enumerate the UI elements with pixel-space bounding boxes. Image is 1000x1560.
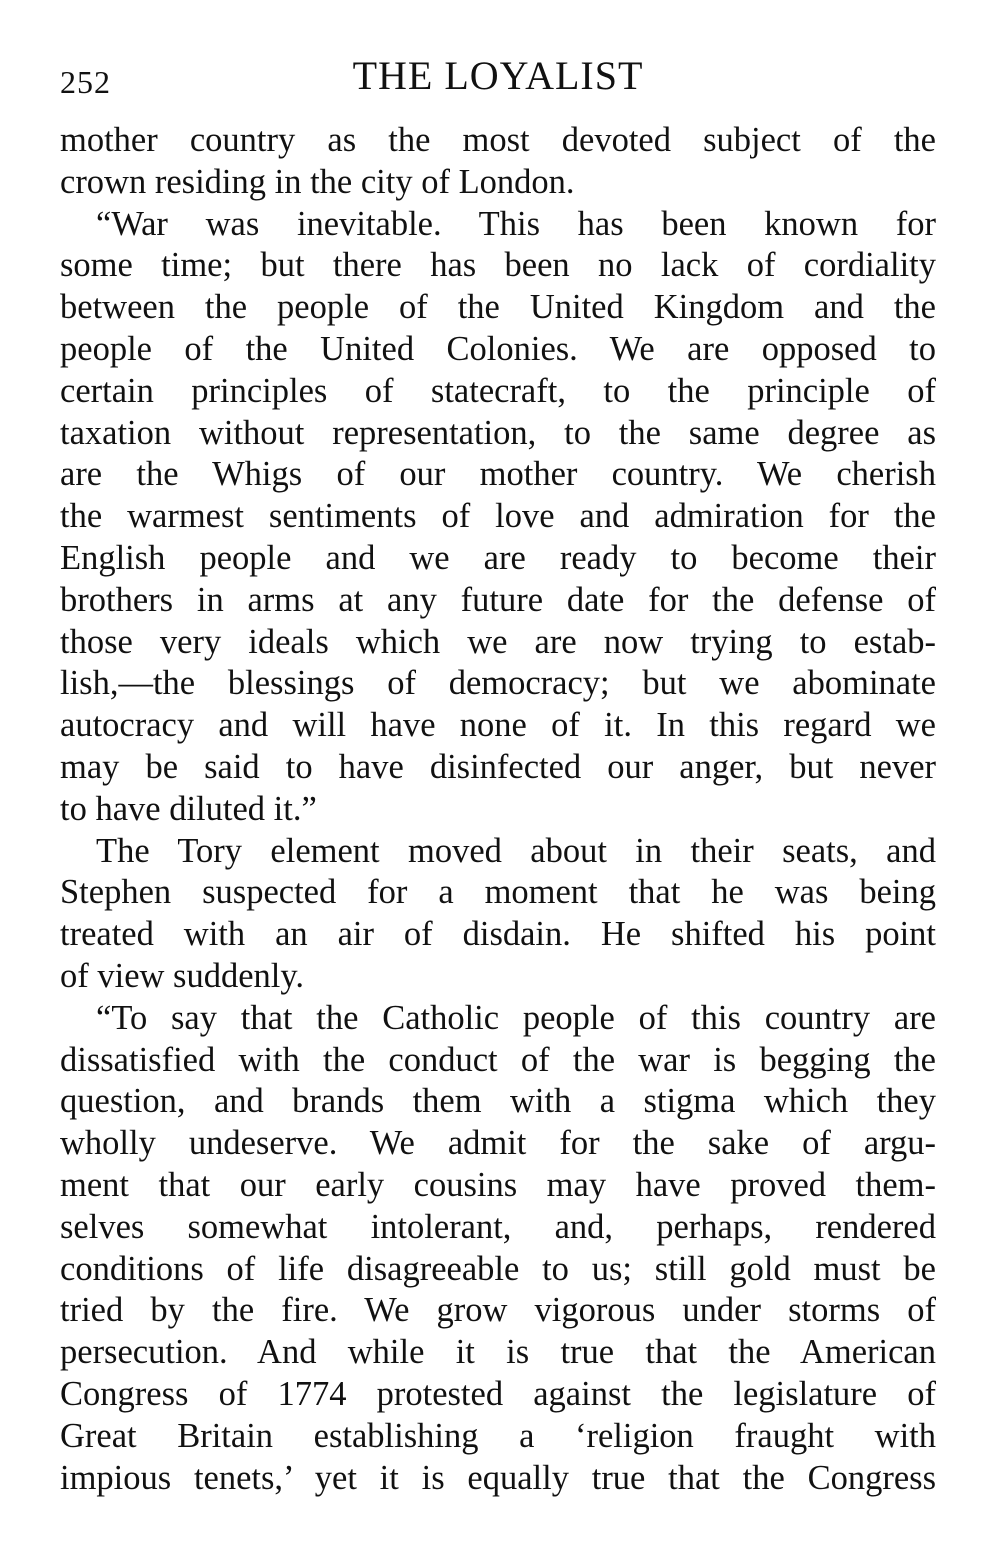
text-line: between the people of the United Kingdom and the	[60, 288, 936, 327]
text-line: Congress of 1774 protested against the legislature of	[60, 1374, 936, 1413]
text-line: those very ideals which we are now trying to estab-	[60, 622, 936, 661]
text-line: ment that our early cousins may have proved them-	[60, 1165, 936, 1204]
text-line: selves somewhat intolerant, and, perhaps, rendered	[60, 1207, 936, 1246]
text-line: mother country as the most devoted subject of the	[60, 121, 936, 159]
text-line: “War was inevitable. This has been known for	[96, 204, 936, 243]
text-line: “To say that the Catholic people of this country are	[96, 998, 936, 1037]
page-number: 252	[60, 64, 111, 100]
text-line: question, and brands them with a stigma which they	[60, 1082, 936, 1121]
text-line: the warmest sentiments of love and admiration for the	[60, 497, 936, 536]
text-line: taxation without representation, to the same degree as	[60, 413, 936, 452]
body-text	[60, 120, 936, 1499]
text-line: certain principles of statecraft, to the principle of	[60, 371, 936, 410]
text-line: Stephen suspected for a moment that he was being	[60, 873, 936, 912]
text-line: English people and we are ready to become their	[60, 538, 936, 577]
text-line: treated with an air of disdain. He shifted his point	[60, 915, 936, 954]
text-line: The Tory element moved about in their seats, and	[96, 831, 936, 870]
text-line: persecution. And while it is true that the American	[60, 1333, 936, 1372]
text-line: crown residing in the city of London.	[60, 162, 575, 201]
text-line: are the Whigs of our mother country. We cherish	[60, 455, 936, 494]
text-line: Great Britain establishing a ‘religion fraught with	[60, 1416, 936, 1455]
text-line: tried by the fire. We grow vigorous under storms of	[60, 1291, 936, 1330]
text-line: impious tenets,’ yet it is equally true that the Congress	[60, 1458, 936, 1497]
text-line: of view suddenly.	[60, 956, 305, 995]
text-line: may be said to have disinfected our anger, but never	[60, 747, 936, 786]
text-line: dissatisfied with the conduct of the war is begging the	[60, 1040, 936, 1079]
page-header	[60, 52, 936, 102]
text-line: some time; but there has been no lack of cordiality	[60, 246, 936, 285]
text-line: conditions of life disagreeable to us; still gold must be	[60, 1249, 936, 1288]
text-line: people of the United Colonies. We are opposed to	[60, 329, 936, 368]
text-line: autocracy and will have none of it. In this regard we	[60, 706, 936, 745]
text-line: lish,—the blessings of democracy; but we abominate	[60, 664, 936, 703]
running-head: THE LOYALIST	[352, 53, 644, 98]
text-line: wholly undeserve. We admit for the sake of argu-	[60, 1124, 936, 1163]
text-line: to have diluted it.”	[60, 789, 317, 828]
text-line: brothers in arms at any future date for the defense of	[60, 580, 936, 619]
